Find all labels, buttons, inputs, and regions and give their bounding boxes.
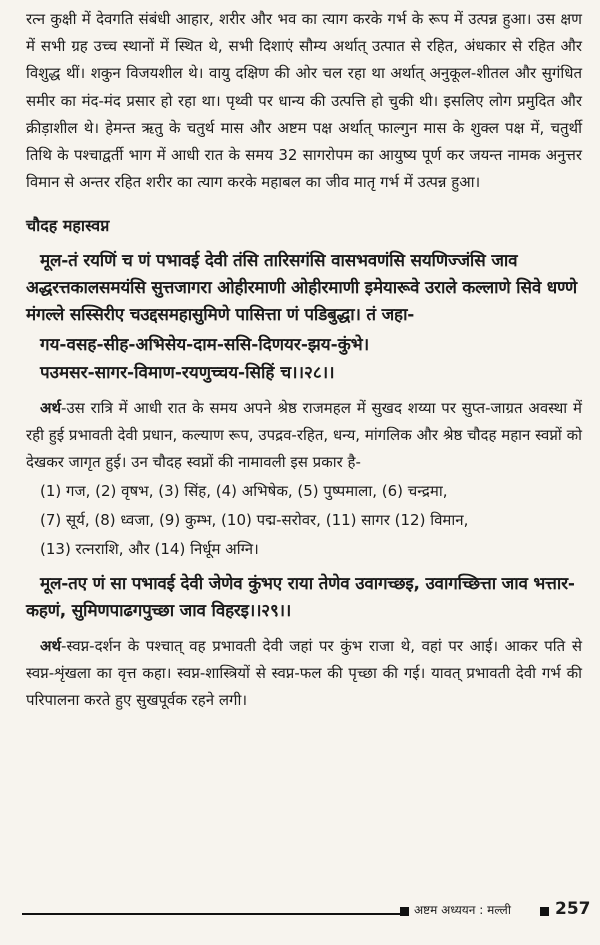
intro-paragraph: रत्न कुक्षी में देवगति संबंधी आहार, शरीर और भव का त्याग करके गर्भ के रूप में उत्पन्न हुआ। उस क्षण में सभी ग्रह उच्च स्थानों में स्थित थे, सभी दिशाएं सौम्य अर्थात् उत्पात से रहित, अंधकार से रहित और विशुद्ध थीं। शकुन विजयशील थे। वायु दक्षिण की ओर चल रहा था अर्थात् अनुकूल-शीतल और सुगंधित समीर का मंद-मंद प्रसार हो रहा था। पृथ्वी पर धान्य की उत्पत्ति हो चुकी थी। इसलिए लोग प्रमुदित और क्रीड़ाशील थे। हेमन्त ऋतु के चतुर्थ मास और अष्टम पक्ष अर्थात् फाल्गुन मास के शुक्ल पक्ष में, चतुर्थी तिथि के पश्चाद्वर्ती भाग में आधी रात के समय 32 सागरोपम का आयुष्य पूर्ण कर जयन्त नामक अनुत्तर विमान से अन्तर रहित शरीर का त्याग करके महाबल का जीव मातृ गर्भ में उत्पन्न हुआ। (26, 10, 582, 192)
section-heading: चौदह महास्वप्न (26, 216, 110, 236)
gatha-line-2: पउमसर-सागर-विमाण-रयणुच्चय-सिहिं च।।२८।। (40, 363, 335, 384)
page-content (26, 6, 582, 714)
chapter-title: अष्टम अध्ययन : मल्ली (414, 903, 511, 917)
square-bullet-icon (400, 907, 409, 916)
sutra-text: तए णं सा पभावई देवी जेणेव कुंभए राया तेणेव उवागच्छइ, उवागच्छित्ता जाव भत्तार-कहणं, सुमिणपाढगपुच्छा जाव विहरइ।।२९।। (26, 574, 575, 622)
dream-list-line-2: (7) सूर्य, (8) ध्वजा, (9) कुम्भ, (10) पद्म-सरोवर, (11) सागर (12) विमान, (40, 511, 469, 530)
sutra-label: मूल- (40, 574, 69, 595)
meaning-text: -स्वप्न-दर्शन के पश्चात् वह प्रभावती देवी जहां पर कुंभ राजा थे, वहां पर आई। आकर पति से स्वप्न-शृंखला का वृत्त कहा। स्वप्न-शास्त्रियों से स्वप्न-फल की पृच्छा की गई। यावत् प्रभावती देवी गर्भ की परिपालना करते हुए सुखपूर्वक रहने लगी। (26, 637, 582, 710)
page-number: 257 (555, 899, 591, 919)
meaning-paragraph-1 (26, 395, 582, 476)
meaning-label: अर्थ (40, 637, 62, 656)
gatha-line-1: गय-वसह-सीह-अभिसेय-दाम-ससि-दिणयर-झय-कुंभे। (40, 335, 370, 356)
meaning-label: अर्थ (40, 399, 62, 418)
page-footer (22, 895, 591, 925)
sutra-text: तं रयणिं च णं पभावई देवी तंसि तारिसगंसि वासभवणंसि सयणिज्जंसि जाव अद्धरत्तकालसमयंसि सुत्तजागरा ओहीरमाणी ओहीरमाणी इमेयारूवे उराले कल्लाणे सिवे धण्णे मंगल्ले सस्सिरीए चउद्दसमहासुमिणे पासित्ता णं पडिबुद्धा। तं जहा- (26, 251, 578, 326)
square-bullet-icon (540, 907, 549, 916)
sutra-28 (26, 248, 582, 329)
dream-list-line-3: (13) रत्नराशि, और (14) निर्धूम अग्नि। (40, 540, 259, 559)
sutra-29 (26, 571, 582, 625)
footer-rule (22, 913, 402, 915)
meaning-paragraph-2 (26, 633, 582, 714)
dream-list-line-1: (1) गज, (2) वृषभ, (3) सिंह, (4) अभिषेक, (5) पुष्पमाला, (6) चन्द्रमा, (40, 482, 448, 501)
meaning-text: -उस रात्रि में आधी रात के समय अपने श्रेष्ठ राजमहल में सुखद शय्या पर सुप्त-जाग्रत अवस्था में रही हुई प्रभावती देवी प्रधान, कल्याण रूप, उपद्रव-रहित, धन्य, मांगलिक और श्रेष्ठ चौदह महान स्वप्नों को देखकर जागृत हुई। उन चौदह स्वप्नों की नामावली इस प्रकार है- (26, 399, 582, 472)
sutra-label: मूल- (40, 251, 69, 272)
